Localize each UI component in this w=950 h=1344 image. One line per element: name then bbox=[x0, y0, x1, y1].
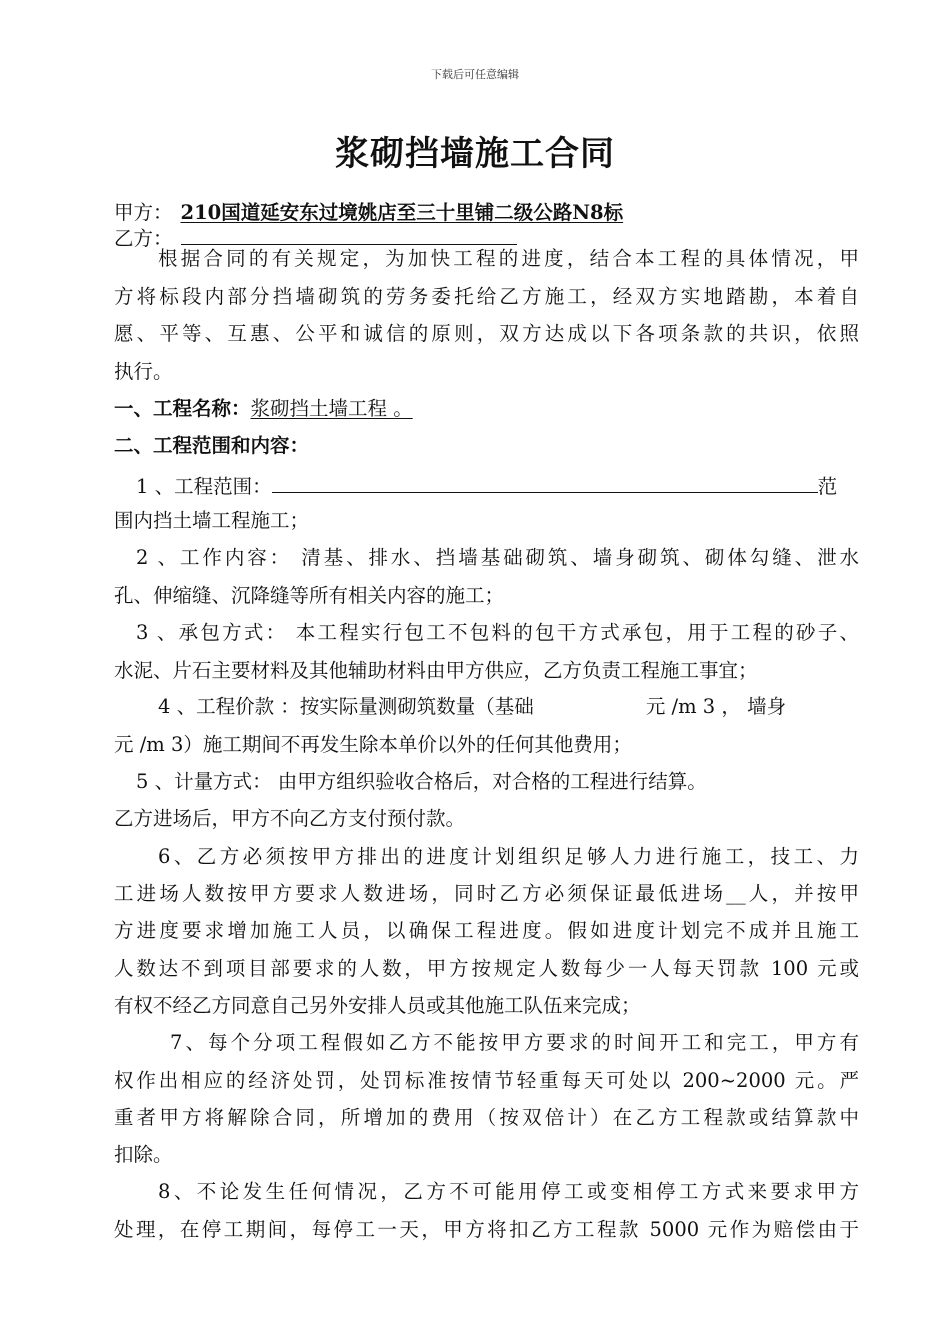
document-title: 浆砌挡墙施工合同 bbox=[335, 134, 615, 174]
item-4-line-1 bbox=[114, 693, 859, 721]
section-1-line bbox=[114, 395, 859, 423]
item-2-line-1: 2 、工作内容： 清基、排水、挡墙基础砌筑、墙身砌筑、砌体勾缝、泄水 bbox=[136, 546, 859, 569]
item-4-text-a: 4 、工程价款 ：按实际量测砌筑数量（基础 bbox=[158, 695, 534, 718]
item-1-line-1 bbox=[114, 470, 859, 501]
party-a-label: 甲方： bbox=[114, 201, 173, 224]
item-4-text-b: 元 /m 3 ， 墙身 bbox=[645, 695, 787, 718]
party-a-line bbox=[114, 199, 859, 227]
item-7-line-2: 权作出相应的经济处罚，处罚标准按情节轻重每天可处以 200~2000 元。严 bbox=[114, 1069, 859, 1092]
item-6-line-1: 6、乙方必须按甲方排出的进度计划组织足够人力进行施工，技工、力 bbox=[158, 845, 859, 868]
project-name-value: 浆砌挡土墙工程 。 bbox=[250, 397, 413, 420]
item-5-line-1: 5 、计量方式： 由甲方组织验收合格后，对合格的工程进行结算。 bbox=[136, 770, 707, 793]
item-2-line-2: 孔、伸缩缝、沉降缝等所有相关内容的施工； bbox=[114, 584, 505, 607]
item-5-line-2: 乙方进场后，甲方不向乙方支付预付款。 bbox=[114, 807, 466, 830]
item-8-line-2: 处理，在停工期间，每停工一天，甲方将扣乙方工程款 5000 元作为赔偿由于 bbox=[114, 1218, 859, 1241]
intro-line-1: 根据合同的有关规定，为加快工程的进度，结合本工程的具体情况，甲 bbox=[158, 247, 859, 270]
item-6-line-5: 有权不经乙方同意自己另外安排人员或其他施工队伍来完成； bbox=[114, 994, 641, 1017]
intro-line-4: 执行。 bbox=[114, 360, 173, 383]
intro-line-2: 方将标段内部分挡墙砌筑的劳务委托给乙方施工，经双方实地踏勘，本着自 bbox=[114, 285, 859, 308]
item-1-prefix: 1 、工程范围： bbox=[136, 475, 272, 498]
item-7-line-1: 7、每个分项工程假如乙方不能按甲方要求的时间开工和完工，甲方有 bbox=[170, 1031, 859, 1054]
item-3-line-1: 3 、承包方式： 本工程实行包工不包料的包干方式承包，用于工程的砂子、 bbox=[136, 621, 859, 644]
item-7-line-3: 重者甲方将解除合同，所增加的费用（按双倍计）在乙方工程款或结算款中 bbox=[114, 1106, 859, 1129]
item-1-line-2: 围内挡土墙工程施工； bbox=[114, 509, 310, 532]
item-3-line-2: 水泥、片石主要材料及其他辅助材料由甲方供应，乙方负责工程施工事宜； bbox=[114, 659, 758, 682]
party-a-value: 210国道延安东过境姚店至三十里铺二级公路N8标 bbox=[180, 201, 624, 224]
item-1-suffix: 范 bbox=[817, 475, 838, 498]
header-note: 下载后可任意编辑 bbox=[431, 68, 519, 81]
section-2-heading: 二、工程范围和内容： bbox=[114, 434, 310, 457]
item-6-line-3: 方进度要求增加施工人员，以确保工程进度。假如进度计划完不成并且施工 bbox=[114, 919, 859, 942]
party-b-label: 乙方： bbox=[114, 227, 173, 250]
item-6-line-4: 人数达不到项目部要求的人数，甲方按规定人数每少一人每天罚款 100 元或 bbox=[114, 957, 859, 980]
item-8-line-1: 8、不论发生任何情况，乙方不可能用停工或变相停工方式来要求甲方 bbox=[158, 1180, 859, 1203]
party-b-blank bbox=[181, 226, 517, 245]
item-6-line-2: 工进场人数按甲方要求人数进场，同时乙方必须保证最低进场__人，并按甲 bbox=[114, 882, 859, 905]
item-4-line-2: 元 /m 3）施工期间不再发生除本单价以外的任何其他费用； bbox=[114, 733, 632, 756]
intro-line-3: 愿、平等、互惠、公平和诚信的原则，双方达成以下各项条款的共识，依照 bbox=[114, 322, 859, 345]
item-7-line-4: 扣除。 bbox=[114, 1143, 173, 1166]
scope-blank bbox=[272, 470, 818, 493]
section-1-label: 一、工程名称： bbox=[114, 397, 251, 420]
